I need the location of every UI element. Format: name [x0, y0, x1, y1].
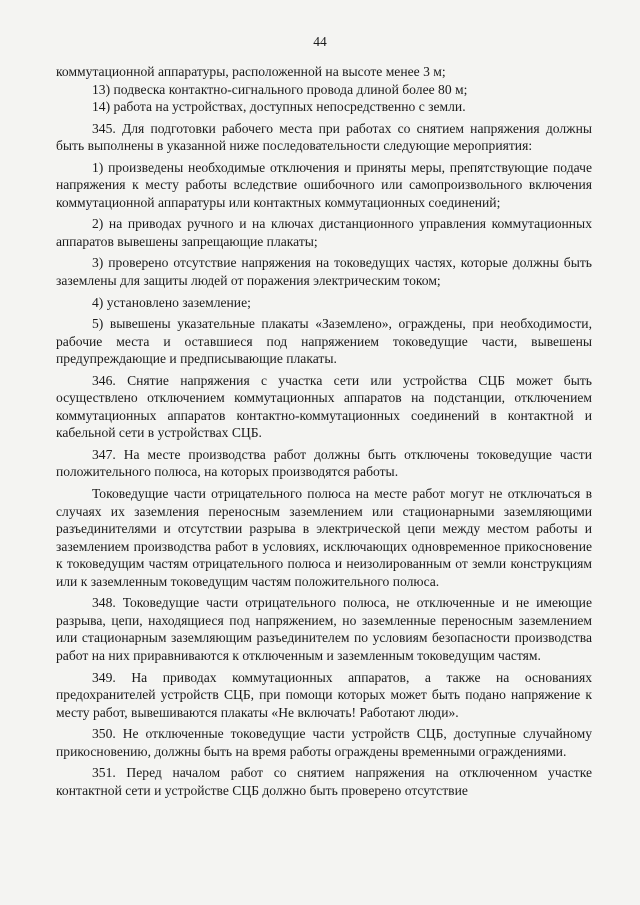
paragraph: 348. Токоведущие части отрицательного полюса, не отключенные и не имеющие разрыва, цепи, находящиеся под напряжением, но заземленные переносным заземлением или стационарным заземляющим разъединителем по условиям безопасности производства работ на них приравниваются к отключенным и заземленным токоведущим частям.	[56, 595, 592, 663]
paragraph: 2) на приводах ручного и на ключах дистанционного управления коммутационных аппаратов вывешены запрещающие плакаты;	[56, 216, 592, 249]
paragraph: 14) работа на устройствах, доступных непосредственно с земли.	[92, 99, 466, 115]
document-body	[56, 63, 592, 799]
paragraph: 4) установлено заземление;	[92, 294, 251, 310]
paragraph: Токоведущие части отрицательного полюса на месте работ могут не отключаться в случаях их заземления переносным заземлением или стационарными заземляющими разъединителями и отсутствии разрыва в электрической цепи между местом работы и заземлением производства работ в условиях, исключающих одновременное прикосновение к токоведущим частям отрицательного полюса и неизолированным от земли конструкциям или к заземленным токоведущим частям положительного полюса.	[56, 486, 592, 589]
paragraph: коммутационной аппаратуры, расположенной на высоте менее 3 м;	[56, 64, 446, 79]
paragraph: 351. Перед началом работ со снятием напряжения на отключенном участке контактной сети и устройстве СЦБ должно быть проверено отсутствие	[56, 765, 592, 798]
paragraph: 13) подвеска контактно-сигнального провода длиной более 80 м;	[92, 81, 468, 97]
paragraph: 345. Для подготовки рабочего места при работах со снятием напряжения должны быть выполнены в указанной ниже последовательности следующие мероприятия:	[56, 120, 592, 154]
paragraph: 5) вывешены указательные плакаты «Заземлено», ограждены, при необходимости, рабочие места и оставшиеся под напряжением токоведущие части, вывешены предупреждающие и предписывающие плакаты.	[56, 316, 592, 367]
paragraph: 1) произведены необходимые отключения и приняты меры, препятствующие подаче напряжения к месту работы вследствие ошибочного или самопроизвольного включения коммутационной аппаратуры или контактных коммутационных соединений;	[56, 159, 592, 210]
paragraph: 349. На приводах коммутационных аппаратов, а также на основаниях предохранителей устройств СЦБ, при помощи которых может быть подано напряжение к месту работ, вывешиваются плакаты «Не включать! Работают люди».	[56, 669, 592, 720]
paragraph: 347. На месте производства работ должны быть отключены токоведущие части положительного полюса, на которых производятся работы.	[56, 446, 592, 480]
paragraph: 350. Не отключенные токоведущие части устройств СЦБ, доступные случайному прикосновению, должны быть на время работы ограждены временными ограждениями.	[56, 726, 592, 759]
paragraph: 3) проверено отсутствие напряжения на токоведущих частях, которые должны быть заземлены для защиты людей от поражения электрическим током;	[56, 255, 592, 289]
page-number: 44	[313, 34, 327, 49]
paragraph: 346. Снятие напряжения с участка сети или устройства СЦБ может быть осуществлено отключением коммутационных аппаратов на подстанции, отключением коммутационных аппаратов контактно-коммутационных соединений в контактной и кабельной сети в устройствах СЦБ.	[56, 372, 592, 441]
